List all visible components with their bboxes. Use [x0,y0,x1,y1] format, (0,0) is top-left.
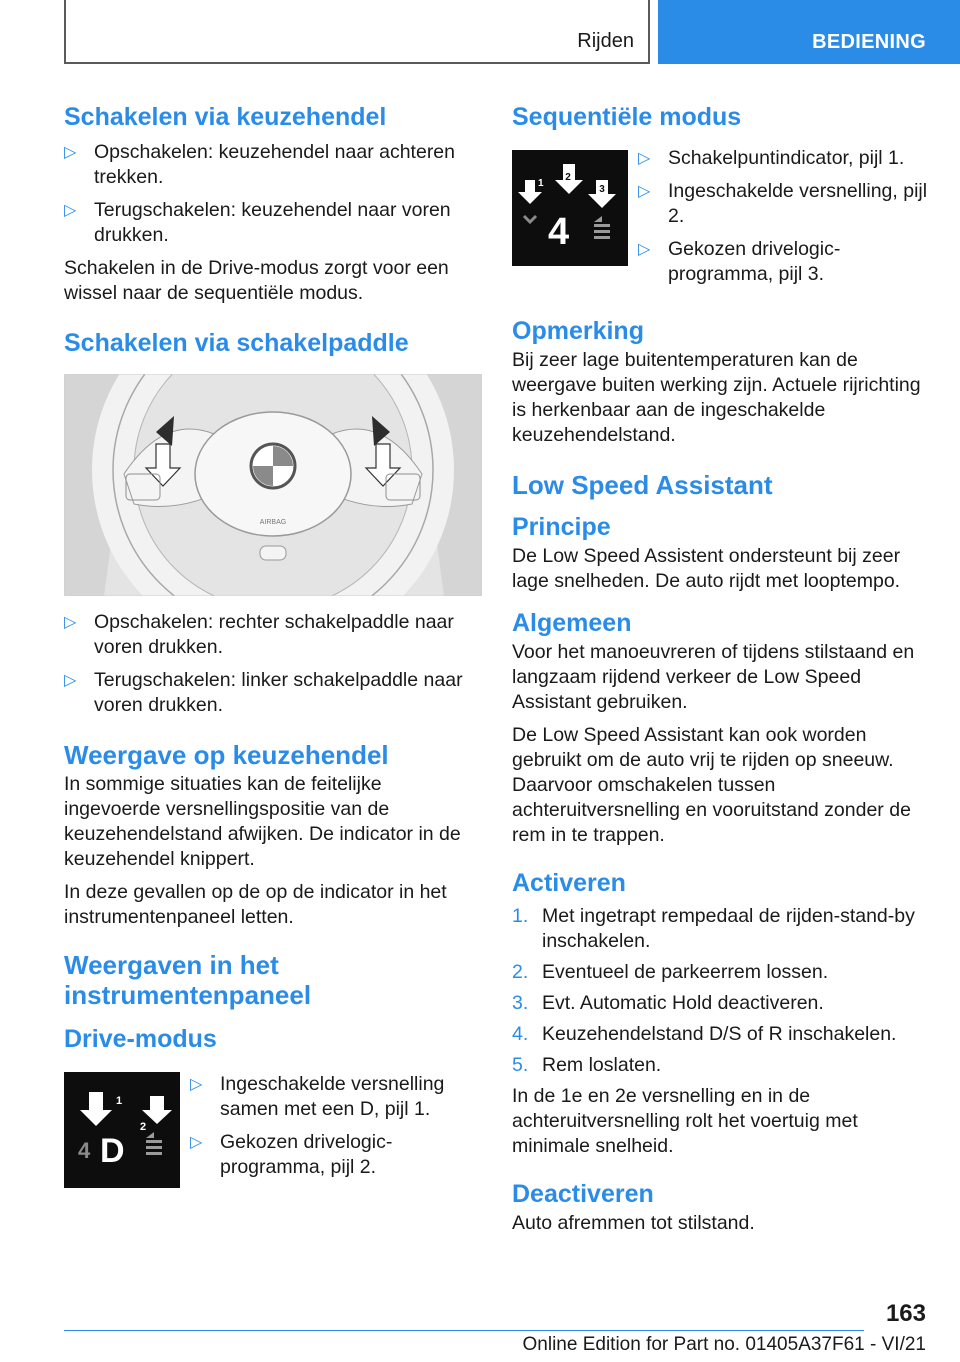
keuzehendel-list [64,140,482,248]
footer-divider [64,1330,864,1331]
header-chapter-title: BEDIENING [812,31,926,53]
list-item: ▷ Terugschakelen: keuzehendel naar voren drukken. [64,199,451,246]
triangle-bullet-icon: ▷ [64,614,77,631]
list-item: ▷ Gekozen drivelogic-programma, pijl 2. [190,1131,393,1178]
paragraph: In de 1e en 2e versnelling en in de achteruitversnelling rolt het voertuig met minimale snelheid. [512,1085,858,1157]
paragraph: De Low Speed Assistant kan ook worden gebruikt om de auto vrij te rijden op sneeuw. Daarvoor omschakelen tussen achteruitversnelling en vooruitstand zonder de rem in te trappen. [512,724,911,846]
running-header-chapter [658,0,960,64]
heading-schakelen-keuzehendel: Schakelen via keuzehendel [64,103,387,131]
heading-sequentiele-modus: Sequentiële modus [512,103,742,131]
drive-mode-display-image [64,1072,180,1188]
sequentiele-list [638,146,928,287]
heading-principe: Principe [512,513,611,541]
step-item: 1. Met ingetrapt rempedaal de rijden-stand-by inschakelen. [512,905,915,952]
sequentiele-block [512,146,928,296]
paragraph: Schakelen in de Drive-modus zorgt voor een wissel naar de sequentiële modus. [64,257,449,304]
heading-weergaven-instrumentenpaneel: Weergaven in het instrumentenpaneel [64,950,312,1010]
heading-weergave-keuzehendel: Weergave op keuzehendel [64,740,389,770]
left-column [64,100,482,1192]
list-item: ▷ Schakelpuntindicator, pijl 1. [638,147,905,169]
edition-footer: Online Edition for Part no. 01405A37F61 - VI/21 [522,1334,926,1355]
triangle-bullet-icon: ▷ [190,1076,203,1093]
list-item: ▷ Ingeschakelde versnelling samen met een D, pijl 1. [190,1073,445,1120]
header-section-title: Rijden [577,30,634,52]
triangle-bullet-icon: ▷ [64,144,77,161]
arrow-label-2: 2 [140,1121,147,1133]
triangle-bullet-icon: ▷ [64,202,77,219]
heading-activeren: Activeren [512,869,626,897]
drive-modus-list [190,1072,482,1180]
list-item: ▷ Gekozen drivelogic-programma, pijl 3. [638,238,841,285]
small-gear-number: 4 [78,1138,91,1163]
arrow-label-1: 1 [116,1095,123,1107]
heading-drive-modus: Drive-modus [64,1025,217,1053]
page-number: 163 [885,1300,926,1327]
heading-schakelen-paddle: Schakelen via schakelpaddle [64,329,409,357]
paragraph: De Low Speed Assistent ondersteunt bij zeer lage snelheden. De auto rijdt met looptempo. [512,545,901,592]
heading-algemeen: Algemeen [512,609,632,637]
heading-opmerking: Opmerking [512,317,644,345]
paddle-list [64,610,482,718]
arrow-label-1: 1 [538,178,544,189]
drive-modus-block [64,1072,482,1192]
heading-deactiveren: Deactiveren [512,1180,654,1208]
activeren-steps [512,904,928,1078]
step-item: 5. Rem loslaten. [512,1054,662,1076]
right-column [512,100,928,1236]
list-item: ▷ Opschakelen: rechter schakelpaddle naar voren drukken. [64,611,454,658]
step-item: 2. Eventueel de parkeerrem lossen. [512,961,829,983]
arrow-label-2: 2 [565,172,571,183]
triangle-bullet-icon: ▷ [190,1134,203,1151]
triangle-bullet-icon: ▷ [638,183,651,200]
step-item: 4. Keuzehendelstand D/S of R inschakelen. [512,1023,897,1045]
heading-low-speed-assistant: Low Speed Assistant [512,470,773,500]
sequential-mode-display-image [512,150,628,266]
list-item: ▷ Opschakelen: keuzehendel naar achteren trekken. [64,141,455,188]
triangle-bullet-icon: ▷ [64,672,77,689]
paragraph: Bij zeer lage buitentemperaturen kan de weergave buiten werking zijn. Actuele rijrichting is herkenbaar aan de ingeschakelde keuzehendelstand. [512,349,921,446]
paragraph: Auto afremmen tot stilstand. [512,1212,755,1234]
running-header-section [64,0,650,64]
arrow-label-3: 3 [599,184,605,195]
list-item: ▷ Terugschakelen: linker schakelpaddle naar voren drukken. [64,669,463,716]
paragraph: In deze gevallen op de op de indicator in het instrumentenpaneel letten. [64,881,447,928]
step-item: 3. Evt. Automatic Hold deactiveren. [512,992,824,1014]
triangle-bullet-icon: ▷ [638,241,651,258]
list-item: ▷ Ingeschakelde versnelling, pijl 2. [638,180,928,227]
gear-letter-d: D [100,1132,125,1170]
gear-number: 4 [548,211,570,253]
airbag-label: AIRBAG [259,519,287,526]
paragraph: Voor het manoeuvreren of tijdens stilstaand en langzaam rijdend verkeer de Low Speed Assistant gebruiken. [512,641,915,713]
paragraph: In sommige situaties kan de feitelijke ingevoerde versnellingspositie van de keuzehendelstand afwijken. De indicator in de keuzehendel knippert. [64,773,461,870]
steering-wheel-image [64,374,482,596]
triangle-bullet-icon: ▷ [638,150,651,167]
